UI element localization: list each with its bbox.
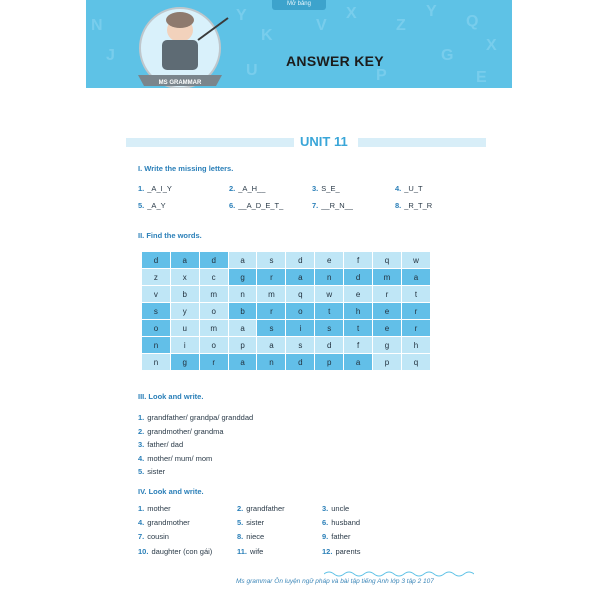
item-number: 6. <box>229 201 236 210</box>
look-write-item <box>237 547 263 556</box>
missing-letters-item <box>312 184 340 193</box>
grid-cell: s <box>315 320 344 337</box>
item-answer: __R_N__ <box>321 201 353 210</box>
item-answer: grandmother/ grandma <box>147 426 224 436</box>
grid-cell: s <box>142 303 171 320</box>
grid-cell: t <box>344 320 373 337</box>
svg-text:V: V <box>316 17 327 34</box>
item-number: 3. <box>138 440 145 450</box>
item-number: 5. <box>138 201 145 210</box>
section-heading-2: II. Find the words. <box>138 231 202 240</box>
missing-letters-item <box>312 201 353 210</box>
grid-row <box>142 354 431 371</box>
item-answer: _A_H__ <box>238 184 266 193</box>
grid-cell: d <box>286 354 315 371</box>
missing-letters-item <box>138 201 166 210</box>
item-number: 7. <box>138 532 145 542</box>
grid-cell: r <box>401 320 430 337</box>
item-number: 2. <box>138 426 145 436</box>
look-write-item <box>138 504 171 513</box>
item-number: 1. <box>138 504 145 513</box>
look-write-item <box>237 504 285 513</box>
grid-cell: b <box>170 286 199 303</box>
item-answer: husband <box>331 518 361 528</box>
grid-cell: c <box>199 269 228 286</box>
look-write-item <box>322 547 360 556</box>
page-title: ANSWER KEY <box>286 53 384 69</box>
grid-cell: z <box>142 269 171 286</box>
grid-cell: w <box>401 252 430 269</box>
item-answer: father/ dad <box>147 440 184 450</box>
grid-cell: o <box>286 303 315 320</box>
missing-letters-item <box>229 201 283 210</box>
grid-cell: a <box>228 354 257 371</box>
grid-cell: o <box>199 303 228 320</box>
grid-row <box>142 269 431 286</box>
grid-cell: o <box>142 320 171 337</box>
svg-text:U: U <box>246 62 258 79</box>
item-answer: _R_T_R <box>404 201 433 210</box>
item-number: 12. <box>322 546 333 556</box>
grid-cell: m <box>257 286 286 303</box>
grid-cell: q <box>373 252 402 269</box>
item-answer: _U_T <box>404 184 423 193</box>
grid-cell: r <box>199 354 228 371</box>
item-number: 9. <box>322 532 329 542</box>
item-number: 2. <box>237 504 244 513</box>
svg-text:E: E <box>476 69 487 86</box>
grid-cell: r <box>401 303 430 320</box>
look-write-item <box>138 440 183 449</box>
svg-text:Z: Z <box>396 17 406 34</box>
look-write-item <box>322 504 349 513</box>
svg-text:K: K <box>261 27 273 44</box>
item-answer: S_E_ <box>321 184 340 193</box>
grid-cell: n <box>315 269 344 286</box>
grid-cell: s <box>257 320 286 337</box>
look-write-item <box>138 467 165 476</box>
look-write-item <box>138 454 212 463</box>
grid-row <box>142 303 431 320</box>
grid-cell: g <box>228 269 257 286</box>
item-number: 7. <box>312 201 319 210</box>
grid-cell: o <box>199 337 228 354</box>
mascot-label: MS GRAMMAR <box>158 80 202 86</box>
svg-text:G: G <box>441 47 454 64</box>
grid-row <box>142 320 431 337</box>
grid-cell: y <box>170 303 199 320</box>
grid-cell: q <box>401 354 430 371</box>
unit-header <box>126 134 486 150</box>
item-answer: mother/ mum/ mom <box>147 453 213 463</box>
grid-cell: e <box>315 252 344 269</box>
svg-text:Q: Q <box>466 13 479 30</box>
item-answer: _A_I_Y <box>147 184 172 193</box>
item-number: 11. <box>237 546 248 556</box>
item-answer: mother <box>147 504 171 513</box>
item-number: 8. <box>237 532 244 542</box>
grid-cell: h <box>344 303 373 320</box>
svg-text:X: X <box>346 5 357 22</box>
svg-text:J: J <box>106 47 115 64</box>
look-write-item <box>237 532 264 541</box>
item-answer: grandmother <box>147 518 190 528</box>
missing-letters-item <box>138 184 172 193</box>
look-write-item <box>138 547 212 556</box>
grid-cell: p <box>315 354 344 371</box>
teacher-mascot-icon <box>120 0 240 88</box>
grid-cell: t <box>315 303 344 320</box>
header-banner <box>86 0 512 88</box>
grid-cell: d <box>142 252 171 269</box>
look-write-item <box>237 518 264 527</box>
look-write-item <box>138 413 253 422</box>
page-footer: Ms grammar Ôn luyện ngữ pháp và bài tập tiếng Anh lớp 3 tập 2 107 <box>236 578 434 585</box>
look-write-item <box>322 518 360 527</box>
look-write-item <box>138 427 224 436</box>
item-answer: __A_D_E_T_ <box>238 201 284 210</box>
item-number: 5. <box>237 518 244 528</box>
item-number: 2. <box>229 184 236 193</box>
item-number: 4. <box>138 453 145 463</box>
grid-cell: d <box>344 269 373 286</box>
grid-cell: d <box>315 337 344 354</box>
grid-cell: t <box>401 286 430 303</box>
svg-text:P: P <box>376 67 387 84</box>
grid-cell: h <box>401 337 430 354</box>
item-number: 6. <box>322 518 329 528</box>
toolbar-tab[interactable]: Mở bảng <box>272 0 326 10</box>
item-answer: wife <box>250 546 264 556</box>
grid-cell: a <box>228 252 257 269</box>
book-page <box>86 0 512 598</box>
grid-cell: p <box>373 354 402 371</box>
grid-cell: i <box>286 320 315 337</box>
grid-cell: m <box>373 269 402 286</box>
item-answer: daughter (con gái) <box>151 546 213 556</box>
grid-cell: m <box>199 286 228 303</box>
grid-row <box>142 337 431 354</box>
section-heading-3: III. Look and write. <box>138 392 204 401</box>
item-number: 4. <box>138 518 145 528</box>
item-number: 8. <box>395 201 402 210</box>
item-number: 1. <box>138 184 145 193</box>
grid-cell: g <box>373 337 402 354</box>
section-heading-1: I. Write the missing letters. <box>138 164 234 173</box>
missing-letters-item <box>395 201 432 210</box>
footer-wave <box>324 570 474 578</box>
item-number: 1. <box>138 413 145 422</box>
grid-cell: r <box>373 286 402 303</box>
item-answer: _A_Y <box>147 201 166 210</box>
look-write-item <box>138 518 190 527</box>
grid-cell: g <box>170 354 199 371</box>
item-answer: cousin <box>147 532 169 542</box>
item-answer: sister <box>246 518 265 528</box>
item-number: 5. <box>138 467 145 477</box>
grid-cell: a <box>401 269 430 286</box>
item-answer: niece <box>246 532 265 542</box>
svg-text:X: X <box>486 37 497 54</box>
grid-cell: d <box>286 252 315 269</box>
grid-cell: x <box>170 269 199 286</box>
svg-text:Y: Y <box>426 3 437 20</box>
look-write-item <box>138 532 169 541</box>
word-search-grid <box>141 251 431 371</box>
item-answer: uncle <box>331 504 350 513</box>
item-answer: parents <box>335 546 361 556</box>
grid-cell: f <box>344 337 373 354</box>
grid-cell: a <box>170 252 199 269</box>
grid-cell: e <box>373 303 402 320</box>
unit-title: UNIT 11 <box>300 134 348 149</box>
grid-cell: e <box>344 286 373 303</box>
grid-cell: s <box>257 252 286 269</box>
grid-cell: r <box>257 303 286 320</box>
look-write-item <box>322 532 350 541</box>
grid-cell: r <box>257 269 286 286</box>
grid-cell: u <box>170 320 199 337</box>
item-number: 10. <box>138 546 149 556</box>
missing-letters-item <box>229 184 265 193</box>
item-answer: grandfather <box>246 504 285 513</box>
grid-cell: n <box>142 337 171 354</box>
grid-cell: i <box>170 337 199 354</box>
item-number: 4. <box>395 184 402 193</box>
item-number: 3. <box>312 184 319 193</box>
grid-cell: n <box>257 354 286 371</box>
missing-letters-item <box>395 184 423 193</box>
grid-cell: n <box>142 354 171 371</box>
grid-row <box>142 286 431 303</box>
item-number: 3. <box>322 504 329 513</box>
item-answer: grandfather/ grandpa/ granddad <box>147 413 254 422</box>
grid-cell: v <box>142 286 171 303</box>
grid-cell: a <box>344 354 373 371</box>
grid-cell: a <box>286 269 315 286</box>
item-answer: father <box>331 532 351 542</box>
grid-cell: m <box>199 320 228 337</box>
grid-cell: s <box>286 337 315 354</box>
svg-text:N: N <box>91 17 103 34</box>
grid-cell: n <box>228 286 257 303</box>
grid-cell: a <box>257 337 286 354</box>
section-heading-4: IV. Look and write. <box>138 487 204 496</box>
grid-cell: b <box>228 303 257 320</box>
grid-cell: f <box>344 252 373 269</box>
grid-cell: e <box>373 320 402 337</box>
grid-cell: w <box>315 286 344 303</box>
svg-text:Y: Y <box>236 7 247 24</box>
grid-cell: a <box>228 320 257 337</box>
grid-cell: q <box>286 286 315 303</box>
grid-cell: d <box>199 252 228 269</box>
grid-cell: p <box>228 337 257 354</box>
item-answer: sister <box>147 467 166 477</box>
grid-row <box>142 252 431 269</box>
